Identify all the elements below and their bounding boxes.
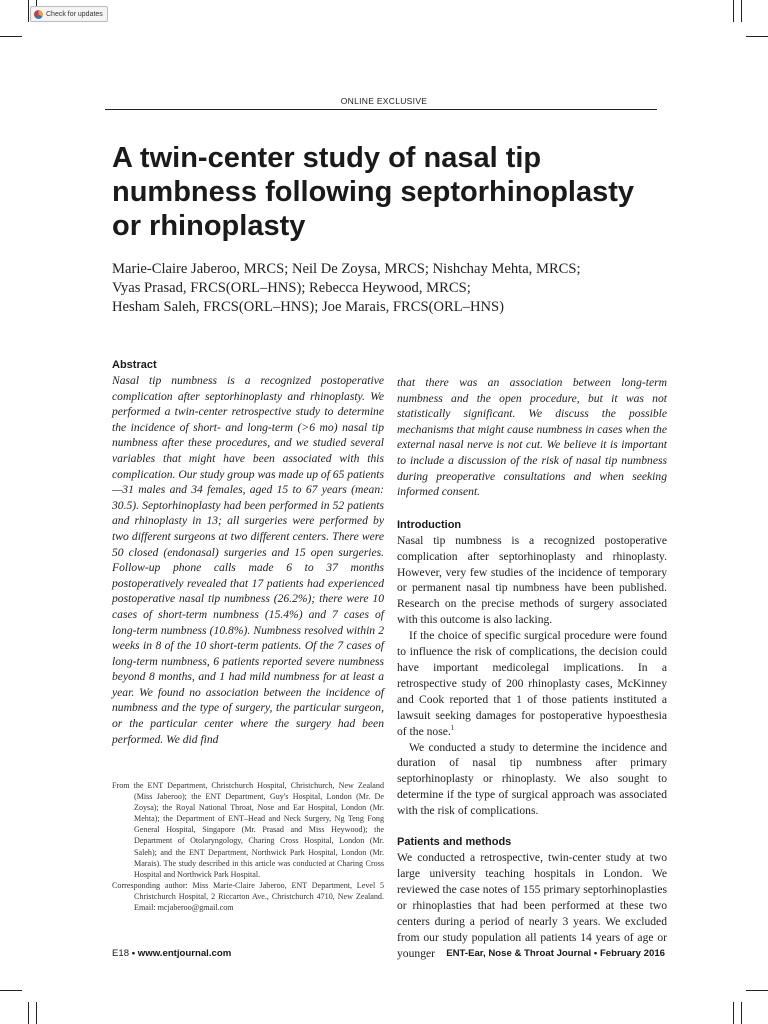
crop-mark xyxy=(28,1002,29,1024)
crop-mark xyxy=(0,990,22,991)
author-line: Hesham Saleh, FRCS(ORL–HNS); Joe Marais, FRCS(ORL–HNS) xyxy=(112,299,505,315)
footer-separator: • xyxy=(593,948,598,959)
footer-right xyxy=(446,948,665,959)
crossmark-icon xyxy=(34,10,43,19)
section-kicker: ONLINE EXCLUSIVE xyxy=(340,96,428,106)
header-rule xyxy=(105,109,657,110)
correspondence-text: Corresponding author: Miss Marie-Claire Jaberoo, ENT Department, Level 5 Christchurch Hospital, 2 Riccarton Ave., Christchurch 4710, New Zealand. Email: mcjaberoo@gmail.com xyxy=(112,880,384,913)
intro-paragraph-text: If the choice of specific surgical procedure were found to influence the risk of complications, the decision could have important medicolegal implications. In a retrospective study of 200 rhinoplasty cases, McKinney and Cook reported that 1 of those patients instituted a lawsuit seeking damages for postoperative hypoesthesia of the nose. xyxy=(397,629,667,738)
intro-paragraph xyxy=(397,628,667,739)
title-line: or rhinoplasty xyxy=(112,210,306,242)
crop-mark xyxy=(0,36,22,37)
crop-mark xyxy=(733,1002,734,1024)
footer-separator: • xyxy=(131,948,136,959)
citation-ref: 1 xyxy=(450,723,455,732)
crop-mark xyxy=(741,0,742,22)
affiliation-footnote xyxy=(112,780,384,913)
crop-mark xyxy=(733,0,734,22)
check-for-updates-button[interactable] xyxy=(30,6,108,22)
right-column xyxy=(397,375,667,961)
crop-mark xyxy=(36,1002,37,1024)
left-column xyxy=(112,358,384,747)
methods-heading: Patients and methods xyxy=(397,836,512,849)
abstract-continued: that there was an association between long-term numbness and the open procedure, but it was not statistically significant. We discuss the possible mechanisms that might cause numbness in cases when the external nasal nerve is not cut. We believe it is important to include a discussion of the risk of nasal tip numbness during preoperative consultations and when seeking informed consent. xyxy=(397,376,667,499)
page-number: E18 xyxy=(112,948,130,959)
intro-paragraph: Nasal tip numbness is a recognized postoperative complication after septorhinoplasty and rhinoplasty. However, very few studies of the incidence of temporary or permanent nasal tip numbness have been published. Research on the precise methods of surgery associated with this outcome is also lacking. xyxy=(397,533,667,627)
article-title xyxy=(112,141,672,243)
author-line: Vyas Prasad, FRCS(ORL–HNS); Rebecca Heywood, MRCS; xyxy=(112,280,471,296)
issue-date: February 2016 xyxy=(599,948,665,959)
affiliation-text: From the ENT Department, Christchurch Hospital, Christchurch, New Zealand (Miss Jaberoo); the ENT Department, Guy's Hospital, London (Mr. De Zoysa); the Royal National Throat, Nose and Ear Hospital, London (Mr. Mehta); the Department of ENT–Head and Neck Surgery, Ng Teng Fong General Hospital, Singapore (Mr. Prasad and Miss Heywood); the Department of Otolaryngology, Charing Cross Hospital, London (Mr. Saleh); and the ENT Department, Northwick Park Hospital, London (Mr. Marais). The study described in this article was conducted at Charing Cross Hospital and Northwick Park Hospital. xyxy=(112,781,384,879)
crop-mark xyxy=(746,36,768,37)
author-list xyxy=(112,260,672,317)
author-line: Marie-Claire Jaberoo, MRCS; Neil De Zoysa, MRCS; Nishchay Mehta, MRCS; xyxy=(112,261,581,277)
journal-website-link[interactable]: www.entjournal.com xyxy=(137,948,232,959)
crop-mark xyxy=(741,1002,742,1024)
title-line: numbness following septorhinoplasty xyxy=(112,176,635,208)
abstract-heading: Abstract xyxy=(112,359,157,371)
crop-mark xyxy=(746,990,768,991)
introduction-heading: Introduction xyxy=(397,518,462,531)
title-line: A twin-center study of nasal tip xyxy=(112,142,542,174)
check-for-updates-label: Check for updates xyxy=(46,10,103,18)
crop-mark xyxy=(28,0,29,22)
footer-left xyxy=(112,948,231,959)
abstract-text: Nasal tip numbness is a recognized postoperative complication after septorhinoplasty and rhinoplasty. We performed a twin-center retrospective study to determine the incidence of short- and long-term (>6 mo) nasal tip numbness after these procedures, and we studied several variables that might have been associated with this complication. Our study group was made up of 65 patients—31 males and 34 females, aged 15 to 67 years (mean: 30.5). Septorhinoplasty had been performed in 52 patients and rhinoplasty in 13; all surgeries were performed by two different surgeons at two different centers. There were 50 closed (endonasal) surgeries and 15 open surgeries. Follow-up phone calls made 6 to 37 months postoperatively revealed that 17 patients had experienced postoperative nasal tip numbness (26.2%); there were 10 cases of short-term numbness (15.4%) and 7 cases of long-term numbness (10.8%). Numbness resolved within 2 weeks in 8 of the 10 short-term patients. Of the 7 cases of long-term numbness, 6 patients reported severe numbness beyond 8 months, and 1 had mild numbness for at least a year. We found no association between the incidence of numbness and the type of surgery, the particular surgeon, or the particular center where the surgery had been performed. We did find xyxy=(112,374,385,746)
intro-paragraph: We conducted a study to determine the incidence and duration of nasal tip numbness after primary septorhinoplasty or rhinoplasty. We also sought to determine if the type of surgical approach was associated with the risk of complications. xyxy=(397,740,667,818)
methods-paragraph: We conducted a retrospective, twin-center study at two large university teaching hospitals in London. We reviewed the case notes of 155 primary septorhinoplasties or rhinoplasties that had been performed at these two centers during a period of nearly 3 years. We excluded from our study population all patients 14 years of age or younger xyxy=(397,851,667,960)
journal-name: ENT-Ear, Nose & Throat Journal xyxy=(446,948,592,959)
